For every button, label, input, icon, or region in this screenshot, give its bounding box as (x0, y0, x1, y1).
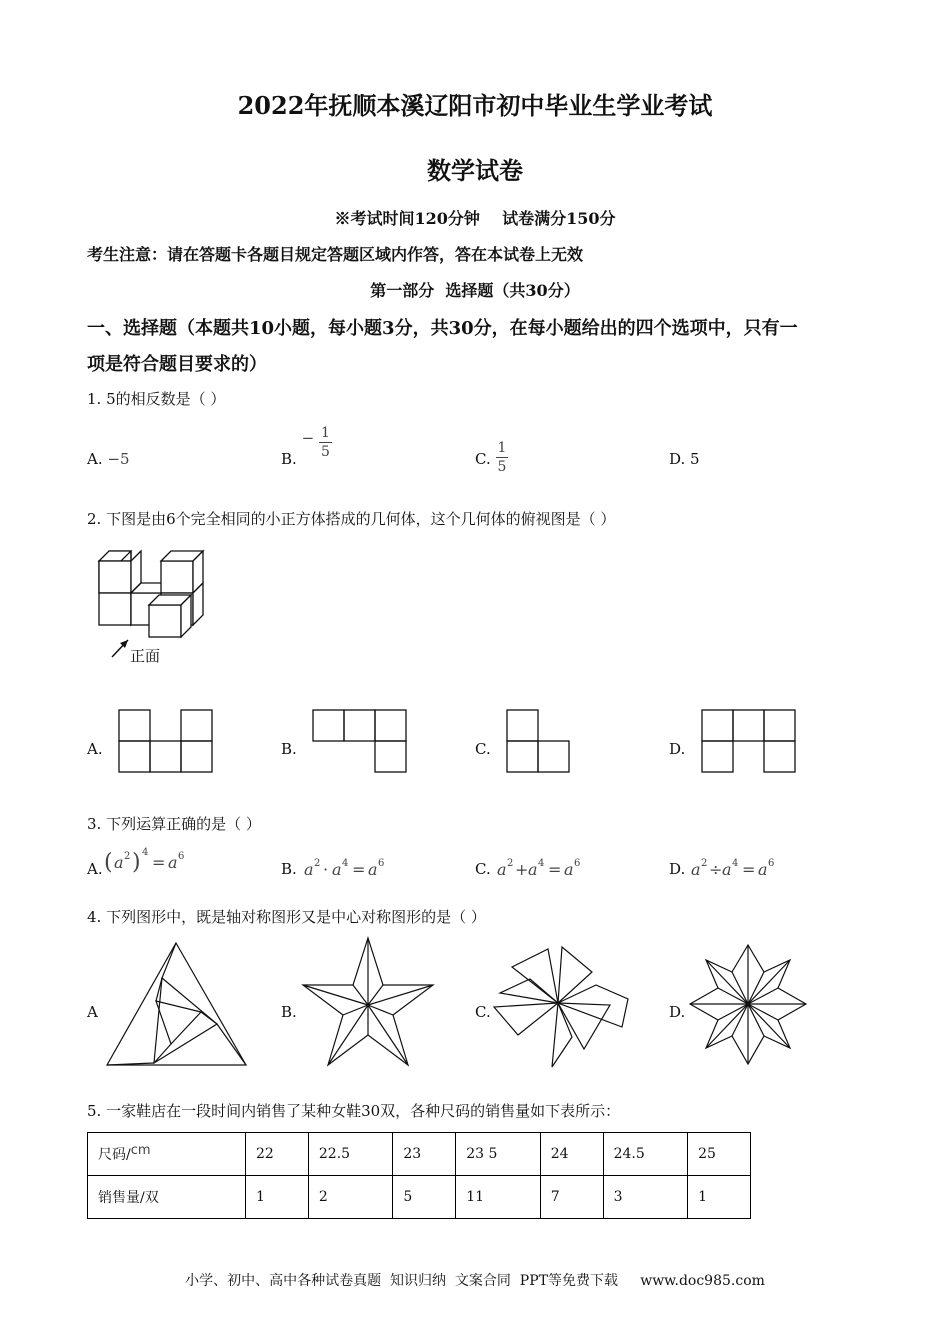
q2-option-a-label: A. (87, 740, 103, 758)
svg-text:a: a (497, 860, 507, 879)
svg-text:a: a (368, 860, 378, 879)
svg-text:2: 2 (507, 858, 514, 869)
exam-notice: 考生注意：请在答题卡各题目规定答题区域内作答，答在本试卷上无效 (87, 245, 584, 264)
table-cell: 23 5 (456, 1133, 540, 1176)
table-cell: 5 (393, 1176, 456, 1219)
q4-option-c-figure (492, 937, 630, 1072)
table-cell: 11 (456, 1176, 540, 1219)
svg-text:6: 6 (178, 851, 185, 862)
q3-option-b-formula (302, 848, 402, 883)
svg-text:): ) (132, 850, 141, 875)
q4-option-c-label: C. (475, 1003, 491, 1021)
question-1-stem: 1. 5的相反数是（ ） (87, 390, 226, 408)
svg-text:4: 4 (538, 858, 545, 869)
svg-text:=: = (742, 860, 756, 879)
q4-option-a-figure (104, 940, 249, 1068)
minus-sign: − (301, 429, 315, 447)
q3-option-b-label: B. (281, 860, 297, 878)
shoe-size-sales-table (87, 1132, 751, 1219)
q2-option-c-label: C. (475, 740, 491, 758)
svg-text:a: a (304, 860, 314, 879)
q4-option-d-label: D. (669, 1003, 686, 1021)
svg-text:a: a (528, 860, 538, 879)
q1-option-b (281, 423, 332, 468)
page-footer: 小学、初中、高中各种试卷真题 知识归纳 文案合同 PPT等免费下载 www.doc985.com (185, 1273, 765, 1289)
svg-text:2: 2 (124, 851, 131, 862)
table-cell: 7 (540, 1176, 603, 1219)
option-label: B. (281, 450, 297, 468)
option-label: C. (475, 450, 491, 468)
q2-option-d-figure (701, 709, 798, 775)
svg-text:a: a (168, 853, 178, 872)
svg-text:(: ( (104, 850, 113, 875)
table-cell: 24.5 (603, 1133, 687, 1176)
table-row-counts (88, 1176, 751, 1219)
svg-text:÷: ÷ (709, 860, 723, 879)
fraction (319, 424, 332, 461)
q2-option-a-figure (118, 709, 215, 775)
q1-option-a (87, 450, 130, 468)
q2-option-c-figure (506, 709, 572, 775)
svg-text:+: + (515, 860, 529, 879)
q1-option-d: D. 5 (669, 450, 700, 468)
part-title: 第一部分 选择题（共30分） (370, 281, 580, 300)
section-heading-line2: 项是符合题目要求的） (87, 354, 267, 375)
table-cell: 22.5 (308, 1133, 392, 1176)
svg-text:4: 4 (732, 858, 739, 869)
numerator: 1 (320, 425, 330, 441)
table-cell: 24 (540, 1133, 603, 1176)
q1-option-c (475, 423, 508, 479)
q3-option-c-formula (495, 848, 595, 883)
paper-subtitle: 数学试卷 (427, 156, 523, 185)
svg-text:a: a (691, 860, 701, 879)
svg-text:4: 4 (142, 847, 149, 858)
question-5-stem: 5. 一家鞋店在一段时间内销售了某种女鞋30双，各种尺码的销售量如下表所示： (87, 1102, 621, 1120)
q3-option-d-formula (689, 848, 789, 883)
table-cell: 3 (603, 1176, 687, 1219)
svg-text:2: 2 (701, 858, 708, 869)
table-cell: 1 (688, 1176, 751, 1219)
svg-text:=: = (152, 853, 166, 872)
question-3-stem: 3. 下列运算正确的是（ ） (87, 815, 261, 833)
exam-title: 2022年抚顺本溪辽阳市初中毕业生学业考试 (237, 91, 713, 120)
q3-option-c-label: C. (475, 860, 491, 878)
section-heading-line1: 一、选择题（本题共10小题，每小题3分，共30分，在每小题给出的四个选项中，只有一 (87, 318, 798, 339)
svg-text:=: = (548, 860, 562, 879)
q4-option-b-label: B. (281, 1003, 297, 1021)
option-label: A. (87, 450, 103, 468)
table-row-sizes (88, 1133, 751, 1176)
row-header: 尺码/cm (88, 1133, 246, 1176)
q3-option-a-formula (102, 843, 202, 883)
q2-option-d-label: D. (669, 740, 686, 758)
option-value: −5 (107, 450, 130, 468)
q4-option-a-label: A (87, 1003, 98, 1021)
table-cell: 23 (393, 1133, 456, 1176)
svg-text:a: a (114, 853, 124, 872)
q2-option-b-figure (312, 709, 409, 775)
svg-text:a: a (332, 860, 342, 879)
svg-text:2: 2 (314, 858, 321, 869)
svg-text:6: 6 (378, 858, 385, 869)
row-header: 销售量/双 (88, 1176, 246, 1219)
q4-option-d-figure (686, 942, 810, 1067)
svg-text:a: a (722, 860, 732, 879)
denominator: 5 (497, 458, 507, 475)
svg-text:6: 6 (768, 858, 775, 869)
svg-text:a: a (564, 860, 574, 879)
q2-option-b-label: B. (281, 740, 297, 758)
svg-text:a: a (758, 860, 768, 879)
svg-text:=: = (352, 860, 366, 879)
question-2-stem: 2. 下图是由6个完全相同的小正方体搭成的几何体，这个几何体的俯视图是（ ） (87, 510, 616, 528)
table-cell: 2 (308, 1176, 392, 1219)
svg-text:6: 6 (574, 858, 581, 869)
fraction (496, 439, 509, 476)
svg-text:·: · (323, 860, 329, 879)
table-cell: 25 (688, 1133, 751, 1176)
question-4-stem: 4. 下列图形中，既是轴对称图形又是中心对称图形的是（ ） (87, 908, 486, 926)
table-cell: 22 (246, 1133, 309, 1176)
numerator: 1 (497, 439, 507, 456)
exam-info: ※考试时间120分钟 试卷满分150分 (334, 209, 616, 228)
q3-option-a-label: A. (87, 860, 103, 878)
q3-option-d-label: D. (669, 860, 686, 878)
denominator: 5 (320, 444, 330, 460)
table-cell: 1 (246, 1176, 309, 1219)
front-view-label: 正面 (130, 647, 161, 665)
q4-option-b-figure (298, 935, 438, 1071)
svg-text:4: 4 (342, 858, 349, 869)
unit-cm: cm (130, 1143, 151, 1158)
